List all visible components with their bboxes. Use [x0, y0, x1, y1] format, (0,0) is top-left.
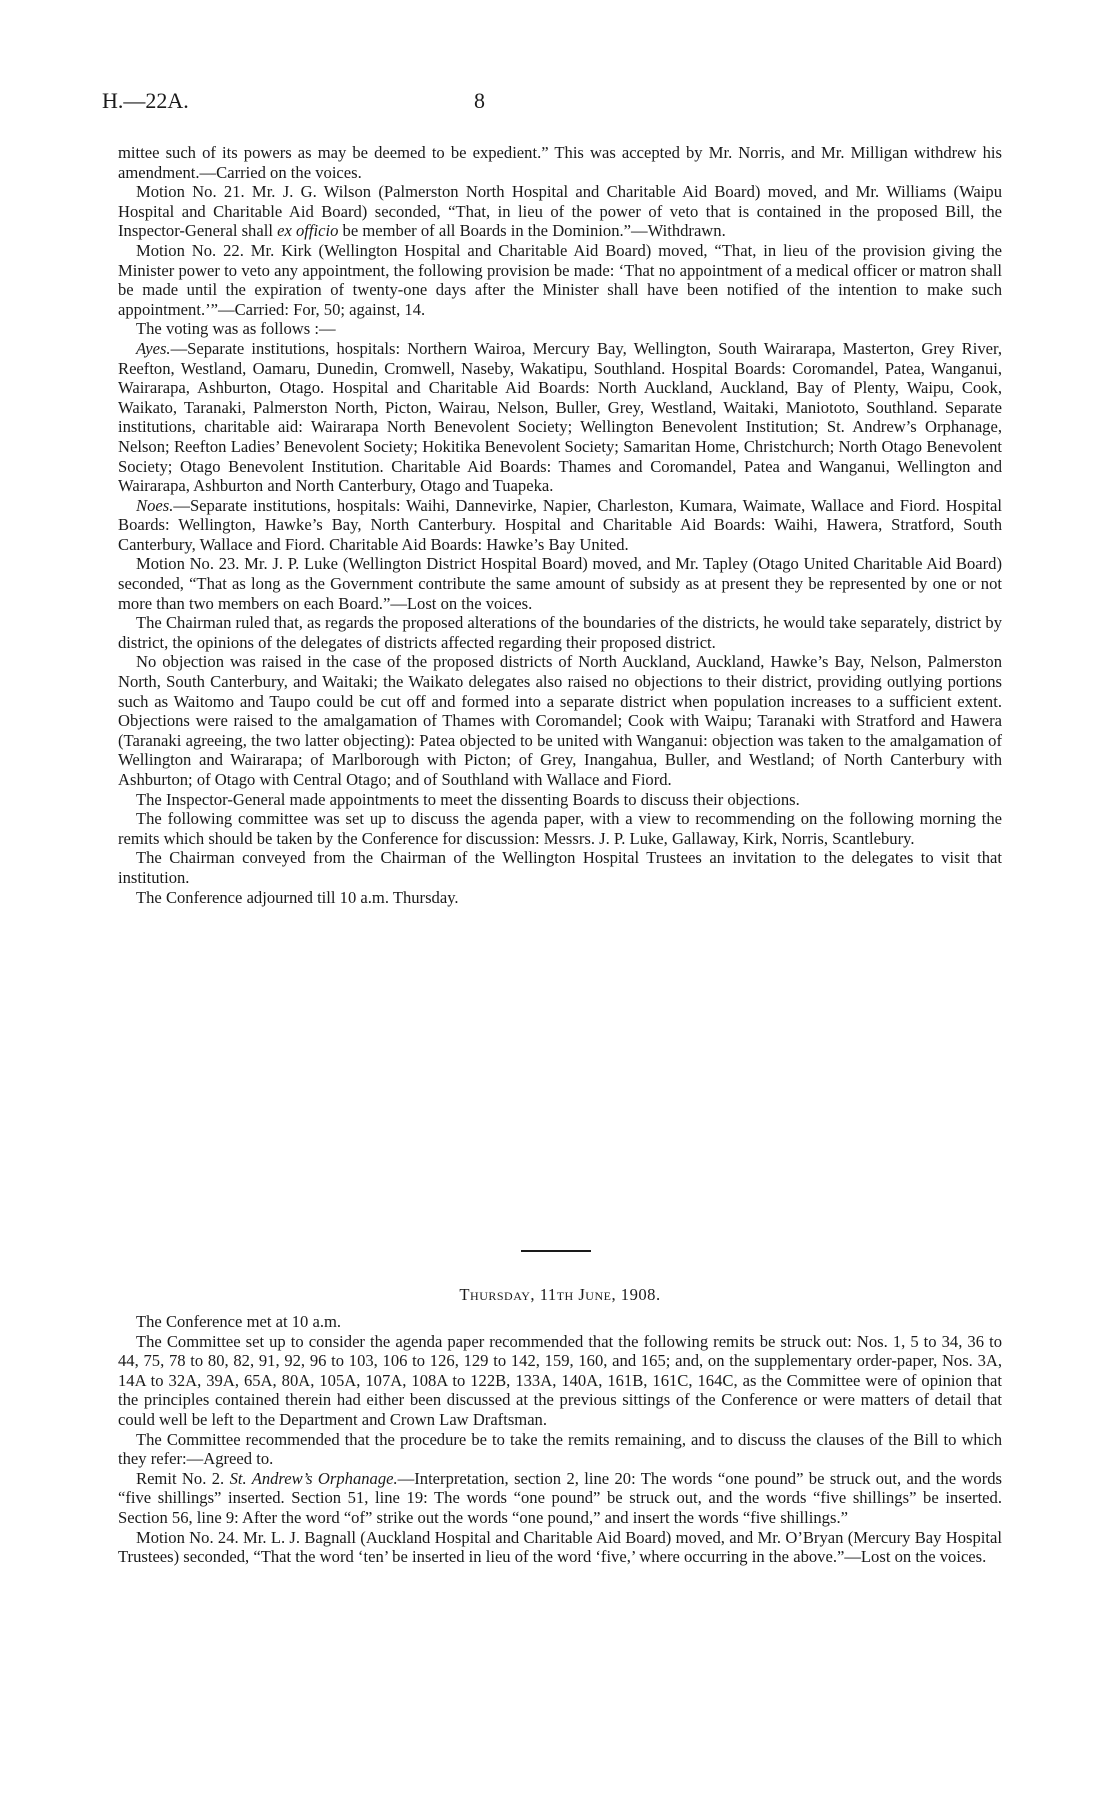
date-heading: Thursday, 11th June, 1908.	[459, 1285, 661, 1304]
text-run: Motion No. 21. Mr. J. G. Wilson (Palmerston North Hospital and Charitable Aid Board) moved, and Mr. Williams (Waipu Hospital and Charitable Aid Board) seconded, “That, in lieu of the power of veto that is contained in the proposed Bill, the Inspector-General shall	[118, 182, 1002, 241]
text-run: —Interpretation, section 2, line 20: The words “one pound” be struck out, and the words “five shillings” inserted. Section 51, line 19: The words “one pound” be struck out, and the words “five shillings” be inserted. Section 56, line 9: After the word “of” strike out the words “one pound,” and insert the words “five shillings.”	[118, 1468, 1003, 1527]
paragraph-motion-24: Motion No. 24. Mr. L. J. Bagnall (Auckland Hospital and Charitable Aid Board) moved, and Mr. O’Bryan (Mercury Bay Hospital Trustees) seconded, “That the word ‘ten’ be inserted in lieu of the word ‘five,’ where occurring in the above.”—Lost on the voices.	[118, 1527, 1002, 1567]
paragraph-motion-21	[118, 182, 1002, 241]
paragraph-chairman-ruling: The Chairman ruled that, as regards the proposed alterations of the boundaries of the districts, he would take separately, district by district, the opinions of the delegates of districts affected regarding their proposed district.	[118, 613, 1002, 652]
section-divider	[521, 1250, 591, 1252]
proceedings-section-2	[118, 1312, 1002, 1567]
paragraph-continuation: mittee such of its powers as may be deemed to be expedient.” This was accepted by Mr. Norris, and Mr. Milligan withdrew his amendment.—Carried on the voices.	[118, 143, 1002, 182]
paragraph-district-objections: No objection was raised in the case of the proposed districts of North Auckland, Auckland, Hawke’s Bay, Nelson, Palmerston North, South Canterbury, and Waitaki; the Waikato delegates also raised no objections to their district, providing outlying portions such as Waitomo and Taupo could be cut off and formed into a separate district when population increases to a sufficient extent. Objections were raised to the amalgamation of Thames with Coromandel; Cook with Waipu; Taranaki with Stratford and Hawera (Taranaki agreeing, the two latter objecting): Patea objected to be united with Wanganui: objection was taken to the amalgamation of Wellington and Wairarapa; of Marlborough with Picton; of Grey, Inangahua, Buller, and Westland; of North Canterbury with Ashburton; of Otago with Central Otago; and of Southland with Wallace and Fiord.	[118, 652, 1002, 789]
page-number: 8	[474, 88, 485, 113]
paragraph-conference-met: The Conference met at 10 a.m.	[136, 1312, 342, 1331]
paragraph-remit-2	[118, 1469, 1002, 1528]
text-run: Remit No. 2.	[136, 1468, 225, 1488]
paragraph-voting-intro: The voting was as follows :—	[136, 319, 336, 339]
paragraph-ayes	[118, 339, 1002, 496]
paragraph-committee: The following committee was set up to discuss the agenda paper, with a view to recommending on the following morning the remits which should be taken by the Conference for discussion: Messrs. J. P. Luke, Gallaway, Kirk, Norris, Scantlebury.	[118, 809, 1002, 848]
paragraph-remits-struck-out: The Committee set up to consider the agenda paper recommended that the following remits be struck out: Nos. 1, 5 to 34, 36 to 44, 75, 78 to 80, 82, 91, 92, 96 to 103, 106 to 126, 129 to 142, 159, 160, and 165; and, on the supplementary order-paper, Nos. 3A, 14A to 32A, 39A, 65A, 80A, 105A, 107A, 108A to 122B, 133A, 140A, 161B, 161C, 164C, as the Committee were of opinion that the principles contained therein had either been discussed at the previous sittings of the Conference or were matters of detail that could well be left to the Department and Crown Law Draftsman.	[118, 1331, 1002, 1429]
paragraph-noes	[118, 496, 1002, 555]
paragraph-invitation: The Chairman conveyed from the Chairman of the Wellington Hospital Trustees an invitation to the delegates to visit that institution.	[118, 848, 1002, 887]
ayes-list: —Separate institutions, hospitals: Northern Wairoa, Mercury Bay, Wellington, South Wairarapa, Masterton, Grey River, Reefton, Westland, Oamaru, Dunedin, Cromwell, Naseby, Wakatipu, Southland. Hospital Boards: Coromandel, Patea, Wanganui, Wairarapa, Ashburton, Otago. Hospital and Charitable Aid Boards: North Auckland, Auckland, Bay of Plenty, Waipu, Cook, Waikato, Taranaki, Palmerston North, Picton, Wairau, Nelson, Buller, Grey, Westland, Waitaki, Maniototo, Southland. Separate institutions, charitable aid: Wairarapa North Benevolent Society; Wellington Benevolent Institution; St. Andrew’s Orphanage, Nelson; Reefton Ladies’ Benevolent Society; Hokitika Benevolent Society; Samaritan Home, Christchurch; North Otago Benevolent Society; Otago Benevolent Institution. Charitable Aid Boards: Thames and Coromandel, Patea and Wanganui, Wellington and Wairarapa, Ashburton and North Canterbury, Otago and Tuapeka.	[118, 338, 1002, 496]
paragraph-procedure: The Committee recommended that the procedure be to take the remits remaining, and to discuss the clauses of the Bill to which they refer:—Agreed to.	[118, 1429, 1002, 1469]
paragraph-inspector-general: The Inspector-General made appointments to meet the dissenting Boards to discuss their objections.	[136, 789, 800, 809]
noes-list: —Separate institutions, hospitals: Waihi, Dannevirke, Napier, Charleston, Kumara, Waimate, Wallace and Fiord. Hospital Boards: Wellington, Hawke’s Bay, North Canterbury. Hospital and Charitable Aid Boards: Waihi, Hawera, Stratford, South Canterbury, Wallace and Fiord. Charitable Aid Boards: Hawke’s Bay United.	[118, 495, 1002, 554]
document-reference: H.—22A.	[102, 88, 189, 113]
paragraph-motion-23: Motion No. 23. Mr. J. P. Luke (Wellington District Hospital Board) moved, and Mr. Tapley (Otago United Charitable Aid Board) seconded, “That as long as the Government contribute the same amount of subsidy as at present they be represented by one or not more than two members on each Board.”—Lost on the voices.	[118, 554, 1002, 613]
page-header	[102, 88, 1002, 118]
italic-title: St. Andrew’s Orphanage.	[229, 1468, 398, 1488]
paragraph-motion-22: Motion No. 22. Mr. Kirk (Wellington Hospital and Charitable Aid Board) moved, “That, in lieu of the provision giving the Minister power to veto any appointment, the following provision be made: ‘That no appointment of a medical officer or matron shall be made until the expiration of twenty-one days after the Minister shall have been notified of the intention to make such appointment.’”—Carried: For, 50; against, 14.	[118, 240, 1002, 319]
proceedings-section-1	[118, 143, 1002, 907]
text-run: be member of all Boards in the Dominion.”—Withdrawn.	[342, 221, 726, 241]
paragraph-adjournment: The Conference adjourned till 10 a.m. Thursday.	[136, 887, 459, 907]
noes-label: Noes.	[136, 495, 174, 515]
ayes-label: Ayes.	[136, 338, 171, 358]
italic-term: ex officio	[277, 221, 339, 241]
